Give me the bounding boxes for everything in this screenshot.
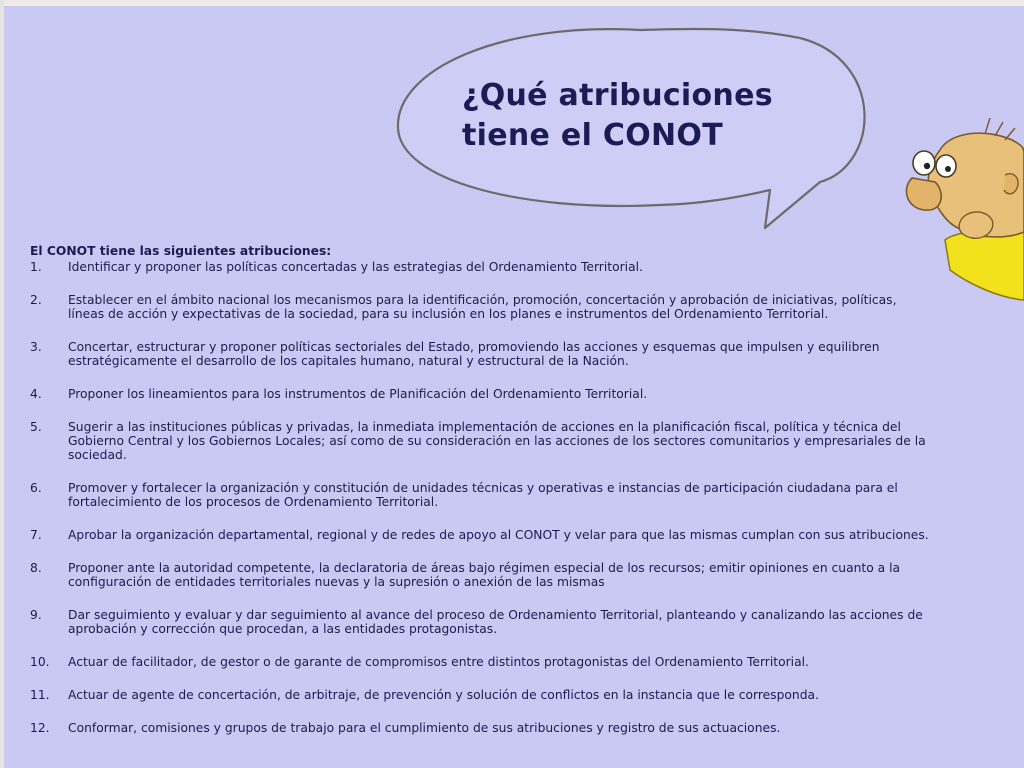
- list-item: [30, 561, 985, 589]
- item-number: 11.: [30, 688, 50, 702]
- item-number: 10.: [30, 655, 50, 669]
- item-number: 7.: [30, 528, 42, 542]
- attributions-list: [30, 260, 985, 735]
- item-text: Sugerir a las instituciones públicas y privadas, la inmediata implementación de acciones en la planificación fiscal, política y técnica del Gobierno Central y los Gobiernos Locales; así como de su consideración en las acciones de los sectores comunitarios y empresariales de la sociedad.: [68, 420, 926, 462]
- item-text: Dar seguimiento y evaluar y dar seguimiento al avance del proceso de Ordenamiento Territorial, planteando y canalizando las acciones de aprobación y corrección que procedan, a las entidades protagonistas.: [68, 608, 923, 636]
- item-number: 6.: [30, 481, 42, 495]
- list-item: [30, 528, 985, 542]
- list-item: [30, 608, 985, 636]
- item-number: 8.: [30, 561, 42, 575]
- item-text: Establecer en el ámbito nacional los mecanismos para la identificación, promoción, concertación y aprobación de iniciativas, políticas, líneas de acción y expectativas de la sociedad, para su inclusión en los planes e instrumentos del Ordenamiento Territorial.: [68, 293, 897, 321]
- intro-text: El CONOT tiene las siguientes atribuciones:: [30, 244, 332, 258]
- item-text: Actuar de agente de concertación, de arbitraje, de prevención y solución de conflictos en la instancia que le corresponda.: [68, 688, 819, 702]
- list-item: [30, 387, 985, 401]
- item-text: Actuar de facilitador, de gestor o de garante de compromisos entre distintos protagonistas del Ordenamiento Territorial.: [68, 655, 809, 669]
- item-number: 12.: [30, 721, 50, 735]
- eye-right: [936, 155, 956, 177]
- list-item: [30, 721, 985, 735]
- list-item: [30, 655, 985, 669]
- item-text: Identificar y proponer las políticas concertadas y las estrategias del Ordenamiento Territorial.: [68, 260, 643, 274]
- item-number: 5.: [30, 420, 42, 434]
- list-item: [30, 260, 985, 274]
- list-item: [30, 420, 985, 462]
- list-item: [30, 481, 985, 509]
- title-line-2: tiene el CONOT: [462, 118, 723, 153]
- attributions-section: [30, 244, 985, 735]
- eye-left: [913, 151, 935, 175]
- nose: [906, 178, 941, 210]
- item-number: 9.: [30, 608, 42, 622]
- list-item: [30, 340, 985, 368]
- item-text: Proponer los lineamientos para los instrumentos de Planificación del Ordenamiento Territorial.: [68, 387, 648, 401]
- item-text: Aprobar la organización departamental, regional y de redes de apoyo al CONOT y velar para que las mismas cumplan con sus atribuciones.: [68, 528, 929, 542]
- pupil-right: [945, 166, 951, 172]
- title-line-1: ¿Qué atribuciones: [462, 78, 773, 113]
- item-text: Conformar, comisiones y grupos de trabajo para el cumplimiento de sus atribuciones y registro de sus actuaciones.: [68, 721, 781, 735]
- list-item: [30, 688, 985, 702]
- list-item: [30, 293, 985, 321]
- item-number: 3.: [30, 340, 42, 354]
- item-number: 4.: [30, 387, 42, 401]
- pupil-left: [924, 163, 930, 169]
- item-number: 1.: [30, 260, 42, 274]
- hand: [959, 212, 993, 238]
- ear: [1004, 174, 1018, 194]
- item-number: 2.: [30, 293, 42, 307]
- item-text: Proponer ante la autoridad competente, la declaratoria de áreas bajo régimen especial de los recursos; emitir opiniones en cuanto a la configuración de entidades territoriales nuevas y la supresión o anexión de las mismas: [68, 561, 901, 589]
- item-text: Promover y fortalecer la organización y constitución de unidades técnicas y operativas e instancias de participación ciudadana para el fortalecimiento de los procesos de Ordenamiento Territorial.: [68, 481, 898, 509]
- item-text: Concertar, estructurar y proponer políticas sectoriales del Estado, promoviendo las acciones y esquemas que impulsen y equilibren estratégicamente el desarrollo de los capitales humano, natural y estructural de la Nación.: [68, 340, 880, 368]
